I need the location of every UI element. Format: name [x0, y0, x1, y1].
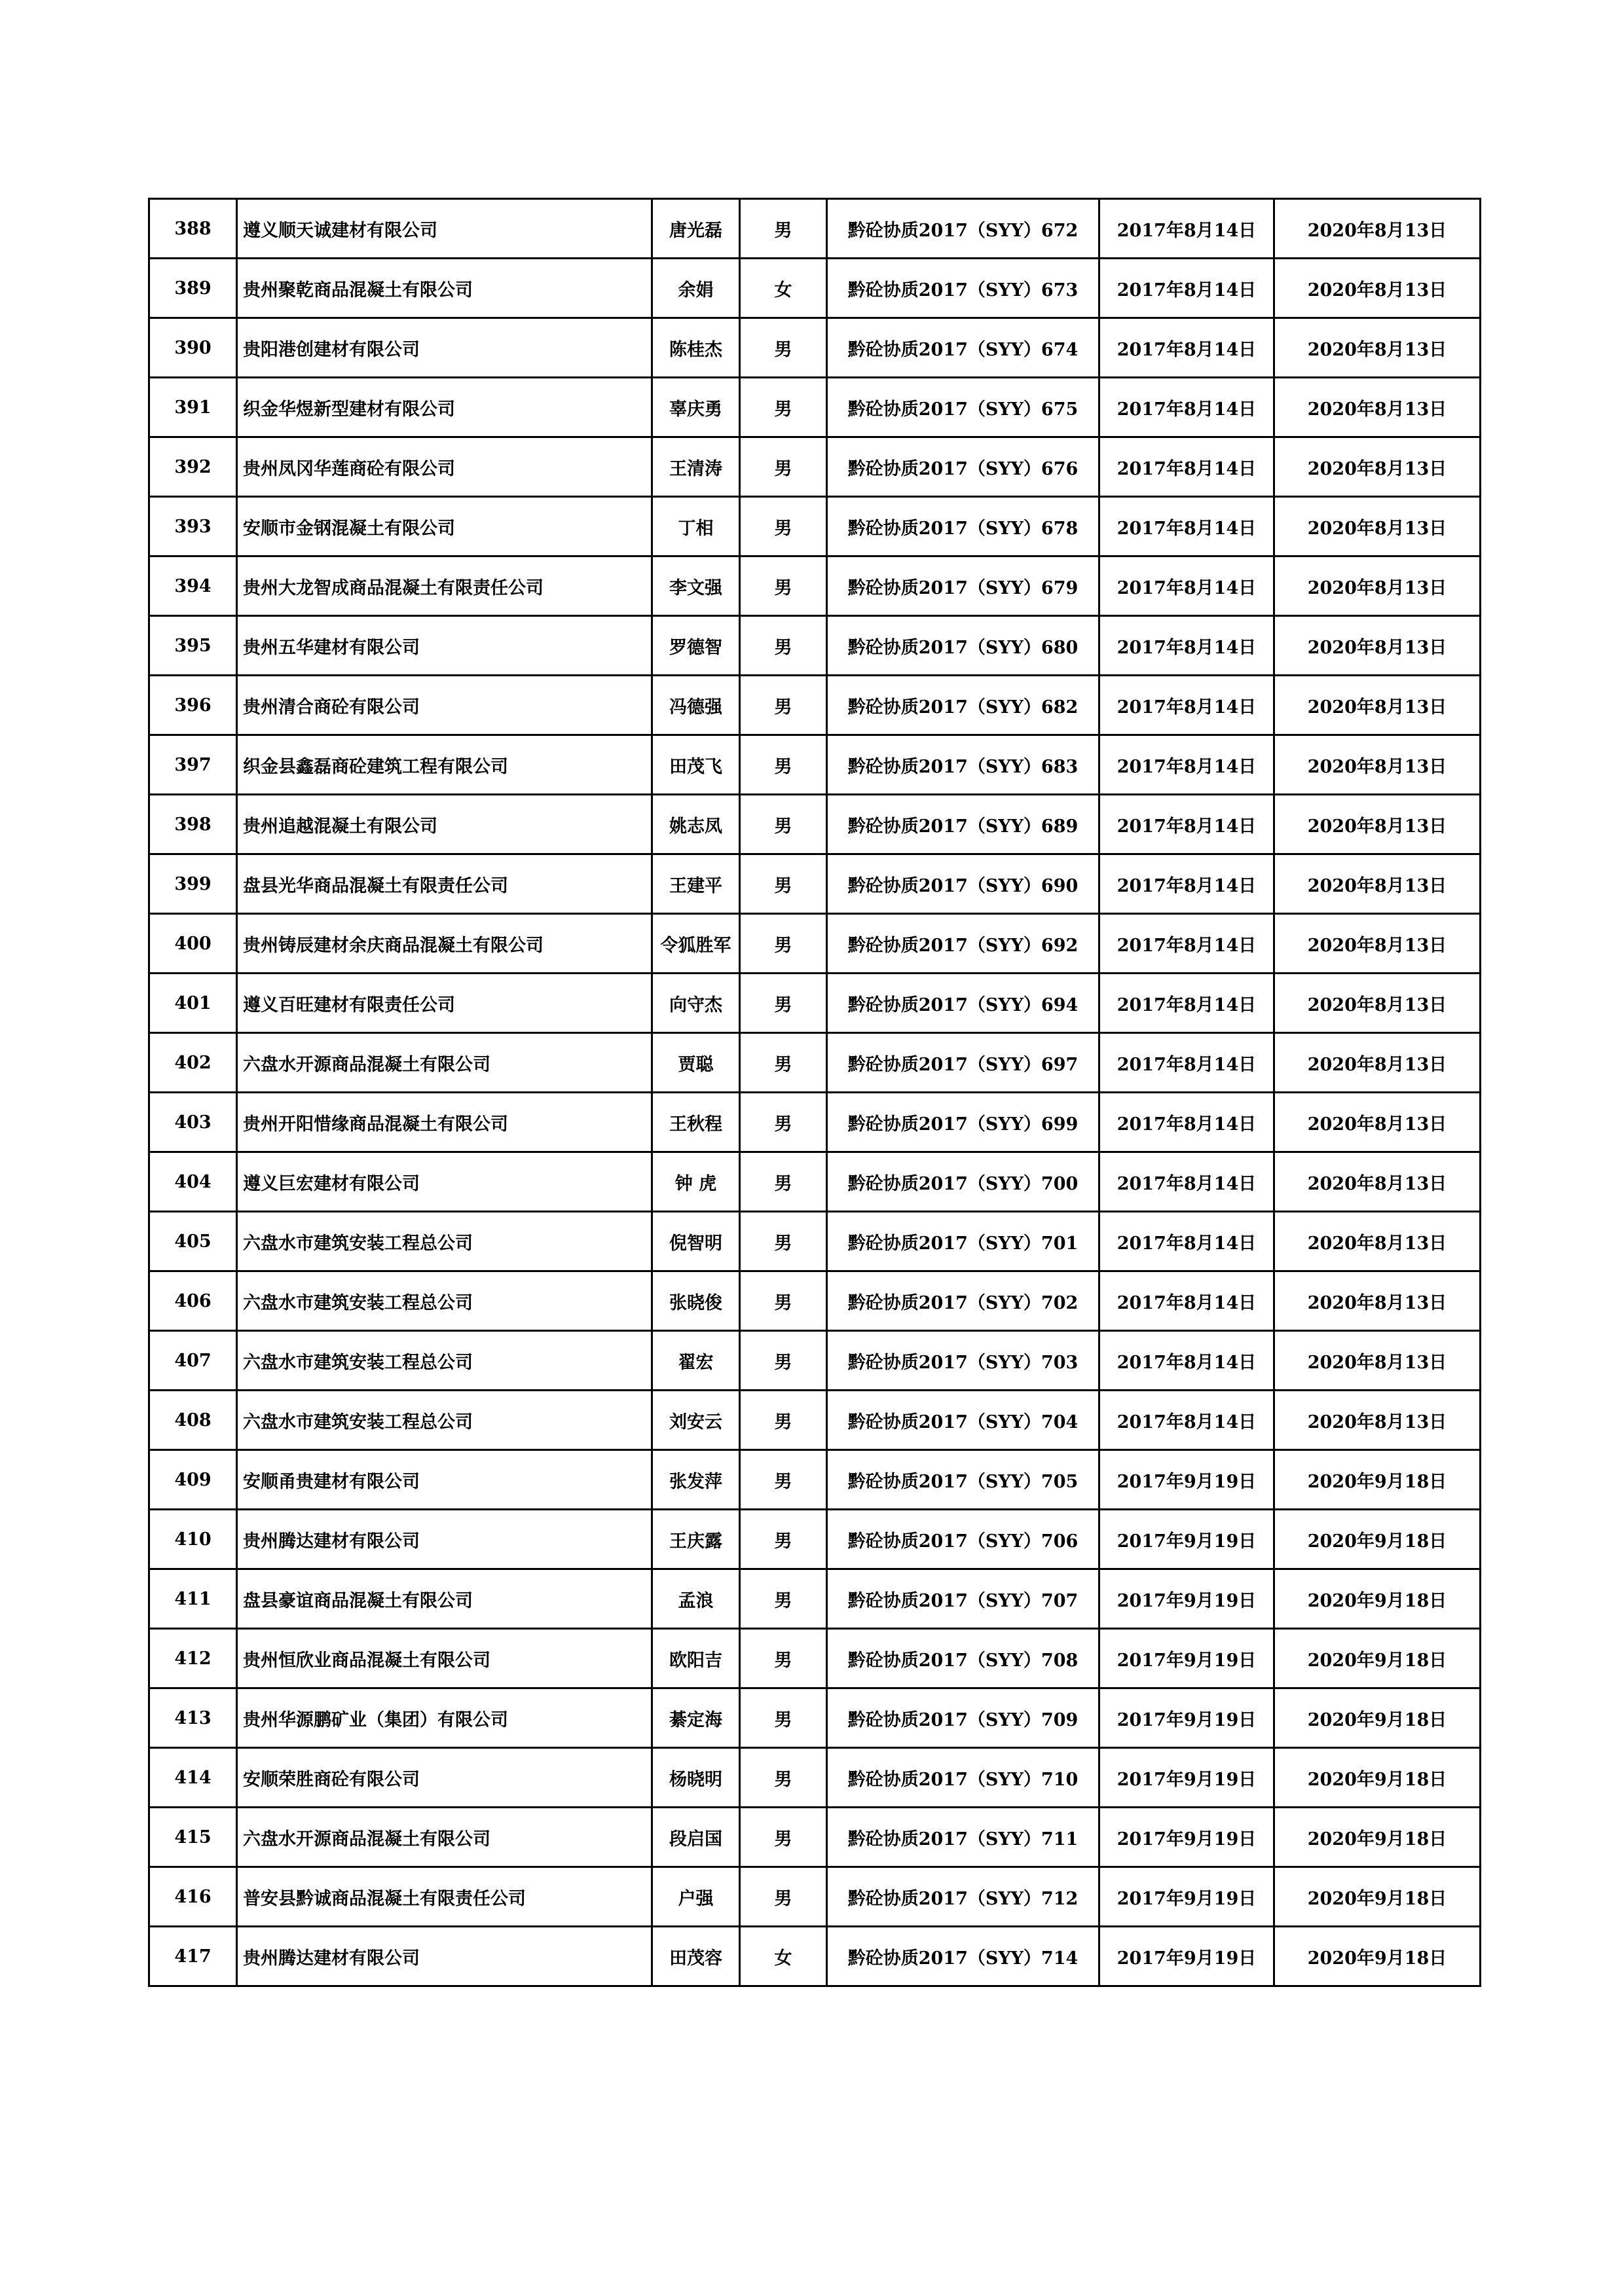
table-row	[149, 437, 1481, 497]
gender-cell: 男	[740, 437, 827, 497]
expiry-date-cell: 2020年9月18日	[1274, 1510, 1481, 1569]
issue-date-cell: 2017年8月14日	[1099, 1212, 1274, 1271]
expiry-date-cell: 2020年8月13日	[1274, 616, 1481, 676]
issue-date-cell: 2017年8月14日	[1099, 1033, 1274, 1093]
expiry-date-cell: 2020年8月13日	[1274, 735, 1481, 795]
gender-cell: 男	[740, 1391, 827, 1450]
certificate-number-cell: 黔砼协质2017（SYY）704	[827, 1391, 1099, 1450]
person-name-cell: 陈桂杰	[652, 318, 740, 378]
expiry-date-cell: 2020年8月13日	[1274, 437, 1481, 497]
company-name-cell: 六盘水市建筑安装工程总公司	[237, 1331, 652, 1391]
certificate-number-cell: 黔砼协质2017（SYY）705	[827, 1450, 1099, 1510]
serial-number-cell: 399	[149, 854, 237, 914]
gender-cell: 男	[740, 1808, 827, 1867]
table-row	[149, 378, 1481, 437]
certificate-number-cell: 黔砼协质2017（SYY）692	[827, 914, 1099, 974]
company-name-cell: 贵州追越混凝土有限公司	[237, 795, 652, 854]
person-name-cell: 翟宏	[652, 1331, 740, 1391]
expiry-date-cell: 2020年9月18日	[1274, 1688, 1481, 1748]
certificate-number-cell: 黔砼协质2017（SYY）689	[827, 795, 1099, 854]
issue-date-cell: 2017年9月19日	[1099, 1629, 1274, 1688]
person-name-cell: 罗德智	[652, 616, 740, 676]
gender-cell: 女	[740, 259, 827, 318]
gender-cell: 男	[740, 1629, 827, 1688]
company-name-cell: 织金县鑫磊商砼建筑工程有限公司	[237, 735, 652, 795]
person-name-cell: 王建平	[652, 854, 740, 914]
company-name-cell: 贵州大龙智成商品混凝土有限责任公司	[237, 556, 652, 616]
table-row	[149, 974, 1481, 1033]
table-row	[149, 676, 1481, 735]
expiry-date-cell: 2020年8月13日	[1274, 556, 1481, 616]
gender-cell: 男	[740, 378, 827, 437]
serial-number-cell: 412	[149, 1629, 237, 1688]
table-row	[149, 1867, 1481, 1927]
company-name-cell: 织金华煜新型建材有限公司	[237, 378, 652, 437]
serial-number-cell: 400	[149, 914, 237, 974]
gender-cell: 男	[740, 1212, 827, 1271]
expiry-date-cell: 2020年9月18日	[1274, 1629, 1481, 1688]
company-name-cell: 六盘水开源商品混凝土有限公司	[237, 1808, 652, 1867]
expiry-date-cell: 2020年8月13日	[1274, 259, 1481, 318]
serial-number-cell: 406	[149, 1271, 237, 1331]
serial-number-cell: 394	[149, 556, 237, 616]
table-row	[149, 1569, 1481, 1629]
table-row	[149, 1510, 1481, 1569]
issue-date-cell: 2017年8月14日	[1099, 735, 1274, 795]
person-name-cell: 欧阳吉	[652, 1629, 740, 1688]
serial-number-cell: 416	[149, 1867, 237, 1927]
company-name-cell: 盘县豪谊商品混凝土有限公司	[237, 1569, 652, 1629]
gender-cell: 男	[740, 199, 827, 259]
company-name-cell: 贵州铸辰建材余庆商品混凝土有限公司	[237, 914, 652, 974]
expiry-date-cell: 2020年9月18日	[1274, 1867, 1481, 1927]
gender-cell: 男	[740, 1093, 827, 1152]
issue-date-cell: 2017年8月14日	[1099, 616, 1274, 676]
gender-cell: 男	[740, 795, 827, 854]
certificate-number-cell: 黔砼协质2017（SYY）683	[827, 735, 1099, 795]
table-row	[149, 1808, 1481, 1867]
expiry-date-cell: 2020年9月18日	[1274, 1450, 1481, 1510]
certificate-number-cell: 黔砼协质2017（SYY）700	[827, 1152, 1099, 1212]
gender-cell: 男	[740, 1271, 827, 1331]
issue-date-cell: 2017年9月19日	[1099, 1450, 1274, 1510]
certificate-number-cell: 黔砼协质2017（SYY）699	[827, 1093, 1099, 1152]
issue-date-cell: 2017年9月19日	[1099, 1867, 1274, 1927]
certificate-number-cell: 黔砼协质2017（SYY）708	[827, 1629, 1099, 1688]
gender-cell: 男	[740, 1688, 827, 1748]
company-name-cell: 普安县黔诚商品混凝土有限责任公司	[237, 1867, 652, 1927]
issue-date-cell: 2017年9月19日	[1099, 1569, 1274, 1629]
certificate-number-cell: 黔砼协质2017（SYY）703	[827, 1331, 1099, 1391]
company-name-cell: 贵州凤冈华莲商砼有限公司	[237, 437, 652, 497]
table-row	[149, 1450, 1481, 1510]
certificate-number-cell: 黔砼协质2017（SYY）707	[827, 1569, 1099, 1629]
table-row	[149, 318, 1481, 378]
gender-cell: 男	[740, 318, 827, 378]
table-row	[149, 1271, 1481, 1331]
expiry-date-cell: 2020年8月13日	[1274, 199, 1481, 259]
table-row	[149, 854, 1481, 914]
certificate-number-cell: 黔砼协质2017（SYY）690	[827, 854, 1099, 914]
issue-date-cell: 2017年8月14日	[1099, 914, 1274, 974]
gender-cell: 男	[740, 1152, 827, 1212]
person-name-cell: 令狐胜军	[652, 914, 740, 974]
gender-cell: 男	[740, 676, 827, 735]
expiry-date-cell: 2020年8月13日	[1274, 1271, 1481, 1331]
serial-number-cell: 389	[149, 259, 237, 318]
table-row	[149, 616, 1481, 676]
serial-number-cell: 409	[149, 1450, 237, 1510]
expiry-date-cell: 2020年8月13日	[1274, 1331, 1481, 1391]
expiry-date-cell: 2020年8月13日	[1274, 676, 1481, 735]
issue-date-cell: 2017年8月14日	[1099, 199, 1274, 259]
gender-cell: 男	[740, 854, 827, 914]
table-row	[149, 556, 1481, 616]
expiry-date-cell: 2020年8月13日	[1274, 1152, 1481, 1212]
company-name-cell: 六盘水市建筑安装工程总公司	[237, 1391, 652, 1450]
person-name-cell: 王秋程	[652, 1093, 740, 1152]
person-name-cell: 倪智明	[652, 1212, 740, 1271]
serial-number-cell: 410	[149, 1510, 237, 1569]
expiry-date-cell: 2020年8月13日	[1274, 1212, 1481, 1271]
person-name-cell: 綦定海	[652, 1688, 740, 1748]
certificate-number-cell: 黔砼协质2017（SYY）712	[827, 1867, 1099, 1927]
table-row	[149, 795, 1481, 854]
company-name-cell: 贵州开阳惜缘商品混凝土有限公司	[237, 1093, 652, 1152]
issue-date-cell: 2017年8月14日	[1099, 854, 1274, 914]
company-name-cell: 遵义顺天诚建材有限公司	[237, 199, 652, 259]
issue-date-cell: 2017年8月14日	[1099, 1152, 1274, 1212]
expiry-date-cell: 2020年8月13日	[1274, 854, 1481, 914]
serial-number-cell: 405	[149, 1212, 237, 1271]
company-name-cell: 安顺甬贵建材有限公司	[237, 1450, 652, 1510]
person-name-cell: 王庆露	[652, 1510, 740, 1569]
certificate-number-cell: 黔砼协质2017（SYY）673	[827, 259, 1099, 318]
serial-number-cell: 402	[149, 1033, 237, 1093]
company-name-cell: 贵阳港创建材有限公司	[237, 318, 652, 378]
table-row	[149, 259, 1481, 318]
table-row	[149, 1152, 1481, 1212]
gender-cell: 男	[740, 1748, 827, 1808]
certificate-number-cell: 黔砼协质2017（SYY）697	[827, 1033, 1099, 1093]
gender-cell: 女	[740, 1927, 827, 1986]
person-name-cell: 余娟	[652, 259, 740, 318]
issue-date-cell: 2017年9月19日	[1099, 1808, 1274, 1867]
serial-number-cell: 398	[149, 795, 237, 854]
gender-cell: 男	[740, 1033, 827, 1093]
table-row	[149, 1391, 1481, 1450]
certificate-number-cell: 黔砼协质2017（SYY）680	[827, 616, 1099, 676]
person-name-cell: 钟 虎	[652, 1152, 740, 1212]
company-name-cell: 盘县光华商品混凝土有限责任公司	[237, 854, 652, 914]
serial-number-cell: 397	[149, 735, 237, 795]
company-name-cell: 贵州腾达建材有限公司	[237, 1510, 652, 1569]
issue-date-cell: 2017年8月14日	[1099, 974, 1274, 1033]
issue-date-cell: 2017年8月14日	[1099, 497, 1274, 556]
company-name-cell: 遵义巨宏建材有限公司	[237, 1152, 652, 1212]
expiry-date-cell: 2020年8月13日	[1274, 318, 1481, 378]
issue-date-cell: 2017年8月14日	[1099, 676, 1274, 735]
person-name-cell: 向守杰	[652, 974, 740, 1033]
issue-date-cell: 2017年8月14日	[1099, 1271, 1274, 1331]
certificate-number-cell: 黔砼协质2017（SYY）676	[827, 437, 1099, 497]
expiry-date-cell: 2020年8月13日	[1274, 914, 1481, 974]
issue-date-cell: 2017年8月14日	[1099, 1093, 1274, 1152]
certificate-number-cell: 黔砼协质2017（SYY）674	[827, 318, 1099, 378]
certificate-number-cell: 黔砼协质2017（SYY）675	[827, 378, 1099, 437]
certificate-number-cell: 黔砼协质2017（SYY）714	[827, 1927, 1099, 1986]
certificate-number-cell: 黔砼协质2017（SYY）682	[827, 676, 1099, 735]
serial-number-cell: 407	[149, 1331, 237, 1391]
company-name-cell: 遵义百旺建材有限责任公司	[237, 974, 652, 1033]
person-name-cell: 杨晓明	[652, 1748, 740, 1808]
expiry-date-cell: 2020年9月18日	[1274, 1927, 1481, 1986]
person-name-cell: 刘安云	[652, 1391, 740, 1450]
serial-number-cell: 391	[149, 378, 237, 437]
certificate-number-cell: 黔砼协质2017（SYY）701	[827, 1212, 1099, 1271]
issue-date-cell: 2017年8月14日	[1099, 318, 1274, 378]
person-name-cell: 丁相	[652, 497, 740, 556]
company-name-cell: 贵州聚乾商品混凝土有限公司	[237, 259, 652, 318]
gender-cell: 男	[740, 556, 827, 616]
table-row	[149, 914, 1481, 974]
serial-number-cell: 401	[149, 974, 237, 1033]
expiry-date-cell: 2020年8月13日	[1274, 1093, 1481, 1152]
company-name-cell: 贵州五华建材有限公司	[237, 616, 652, 676]
serial-number-cell: 408	[149, 1391, 237, 1450]
issue-date-cell: 2017年8月14日	[1099, 378, 1274, 437]
gender-cell: 男	[740, 616, 827, 676]
serial-number-cell: 392	[149, 437, 237, 497]
expiry-date-cell: 2020年8月13日	[1274, 1033, 1481, 1093]
serial-number-cell: 403	[149, 1093, 237, 1152]
issue-date-cell: 2017年9月19日	[1099, 1927, 1274, 1986]
certificate-number-cell: 黔砼协质2017（SYY）709	[827, 1688, 1099, 1748]
gender-cell: 男	[740, 974, 827, 1033]
expiry-date-cell: 2020年9月18日	[1274, 1808, 1481, 1867]
table-row	[149, 1093, 1481, 1152]
person-name-cell: 姚志凤	[652, 795, 740, 854]
company-name-cell: 安顺荣胜商砼有限公司	[237, 1748, 652, 1808]
person-name-cell: 冯德强	[652, 676, 740, 735]
serial-number-cell: 411	[149, 1569, 237, 1629]
serial-number-cell: 388	[149, 199, 237, 259]
gender-cell: 男	[740, 1331, 827, 1391]
expiry-date-cell: 2020年8月13日	[1274, 378, 1481, 437]
person-name-cell: 孟浪	[652, 1569, 740, 1629]
person-name-cell: 王清涛	[652, 437, 740, 497]
table-row	[149, 1331, 1481, 1391]
issue-date-cell: 2017年8月14日	[1099, 1331, 1274, 1391]
table-row	[149, 735, 1481, 795]
company-name-cell: 六盘水市建筑安装工程总公司	[237, 1212, 652, 1271]
issue-date-cell: 2017年9月19日	[1099, 1688, 1274, 1748]
table-body	[149, 199, 1481, 1986]
certificate-number-cell: 黔砼协质2017（SYY）702	[827, 1271, 1099, 1331]
gender-cell: 男	[740, 1510, 827, 1569]
certificate-number-cell: 黔砼协质2017（SYY）672	[827, 199, 1099, 259]
table-row	[149, 497, 1481, 556]
company-name-cell: 六盘水开源商品混凝土有限公司	[237, 1033, 652, 1093]
company-name-cell: 贵州清合商砼有限公司	[237, 676, 652, 735]
serial-number-cell: 414	[149, 1748, 237, 1808]
gender-cell: 男	[740, 497, 827, 556]
person-name-cell: 李文强	[652, 556, 740, 616]
issue-date-cell: 2017年8月14日	[1099, 556, 1274, 616]
issue-date-cell: 2017年8月14日	[1099, 259, 1274, 318]
expiry-date-cell: 2020年8月13日	[1274, 1391, 1481, 1450]
certificate-table	[148, 198, 1481, 1987]
serial-number-cell: 395	[149, 616, 237, 676]
company-name-cell: 贵州华源鹏矿业（集团）有限公司	[237, 1688, 652, 1748]
gender-cell: 男	[740, 1867, 827, 1927]
expiry-date-cell: 2020年8月13日	[1274, 974, 1481, 1033]
serial-number-cell: 417	[149, 1927, 237, 1986]
serial-number-cell: 396	[149, 676, 237, 735]
person-name-cell: 户强	[652, 1867, 740, 1927]
certificate-number-cell: 黔砼协质2017（SYY）706	[827, 1510, 1099, 1569]
person-name-cell: 唐光磊	[652, 199, 740, 259]
table-row	[149, 1927, 1481, 1986]
certificate-number-cell: 黔砼协质2017（SYY）710	[827, 1748, 1099, 1808]
company-name-cell: 六盘水市建筑安装工程总公司	[237, 1271, 652, 1331]
issue-date-cell: 2017年9月19日	[1099, 1748, 1274, 1808]
gender-cell: 男	[740, 914, 827, 974]
expiry-date-cell: 2020年9月18日	[1274, 1569, 1481, 1629]
person-name-cell: 张发萍	[652, 1450, 740, 1510]
table-row	[149, 199, 1481, 259]
certificate-number-cell: 黔砼协质2017（SYY）711	[827, 1808, 1099, 1867]
serial-number-cell: 390	[149, 318, 237, 378]
company-name-cell: 安顺市金钢混凝土有限公司	[237, 497, 652, 556]
company-name-cell: 贵州腾达建材有限公司	[237, 1927, 652, 1986]
serial-number-cell: 404	[149, 1152, 237, 1212]
table-row	[149, 1212, 1481, 1271]
table-row	[149, 1629, 1481, 1688]
table-row	[149, 1688, 1481, 1748]
gender-cell: 男	[740, 1450, 827, 1510]
person-name-cell: 田茂容	[652, 1927, 740, 1986]
serial-number-cell: 415	[149, 1808, 237, 1867]
table-row	[149, 1033, 1481, 1093]
person-name-cell: 贾聪	[652, 1033, 740, 1093]
person-name-cell: 辜庆勇	[652, 378, 740, 437]
expiry-date-cell: 2020年8月13日	[1274, 795, 1481, 854]
certificate-number-cell: 黔砼协质2017（SYY）694	[827, 974, 1099, 1033]
issue-date-cell: 2017年8月14日	[1099, 437, 1274, 497]
company-name-cell: 贵州恒欣业商品混凝土有限公司	[237, 1629, 652, 1688]
person-name-cell: 张晓俊	[652, 1271, 740, 1331]
serial-number-cell: 393	[149, 497, 237, 556]
expiry-date-cell: 2020年8月13日	[1274, 497, 1481, 556]
issue-date-cell: 2017年8月14日	[1099, 795, 1274, 854]
serial-number-cell: 413	[149, 1688, 237, 1748]
table-row	[149, 1748, 1481, 1808]
gender-cell: 男	[740, 1569, 827, 1629]
expiry-date-cell: 2020年9月18日	[1274, 1748, 1481, 1808]
gender-cell: 男	[740, 735, 827, 795]
certificate-number-cell: 黔砼协质2017（SYY）679	[827, 556, 1099, 616]
issue-date-cell: 2017年8月14日	[1099, 1391, 1274, 1450]
certificate-number-cell: 黔砼协质2017（SYY）678	[827, 497, 1099, 556]
person-name-cell: 段启国	[652, 1808, 740, 1867]
issue-date-cell: 2017年9月19日	[1099, 1510, 1274, 1569]
person-name-cell: 田茂飞	[652, 735, 740, 795]
